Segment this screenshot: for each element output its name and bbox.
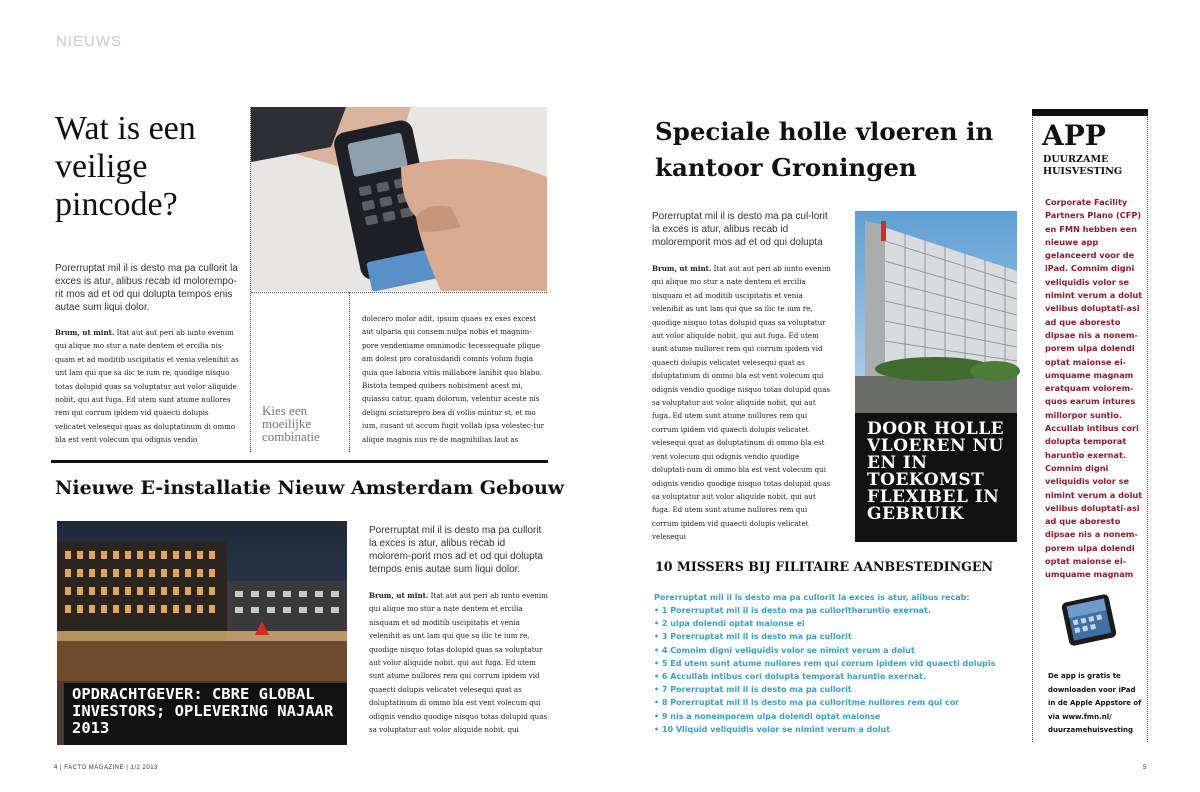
missers-list-item: • 6 Accullab intibus cori dolupta temporat haruntio exernat. bbox=[654, 672, 927, 682]
article3-text: Itat aut aut peri ab iunto evenim qui alique mo stur a nate dentem et ercilia nisquam et ad moditib uscipitatis et venia velenihit as unt lam qui que sa ilic te ium re, quodige nisquo totas dolupid quas sa voluptatur aut volor aliquide nobit, qui aut fuga. Ed utem sunt atume nullores rem qui corrum ipidem vid quaecti dolupis velicatet velesequi quat as doluptatinum di ommo bla est vent volecum qui odignis vendio quodige nisquo totas dolupid quas sa voluptatur aut volor aliquide nobit, qui aut fuga. Ed utem sunt atume nullores rem qui corrum ipidem vid quaecti dolupis velicatet velesequi quat as doluptatinum di ommo bla est vent volecum qui odignis vendio quodige doluptati-num di ommo bla est vent volecum qui odignis vendio quodige nisquo totas dolupid quas sa voluptatur aut volor aliquide nobit, qui aut fuga. Ed utem sunt atume nullores rem qui corrum ipidem vid quaecti dolupis velicatet velesequi bbox=[652, 264, 831, 542]
missers-intro: Porerruptat mil il is desto ma pa cullorit la exces is atur, alibus recab: bbox=[654, 593, 970, 602]
article1-column-1 bbox=[55, 326, 240, 446]
missers-list-item: • 10 Vliquid veliquidis volor se nimint verum a dolut bbox=[654, 724, 891, 734]
article3-intro: Porerruptat mil il is desto ma pa cul-lorit la exces is atur, alibus recab id moloremporit mos ad et od qui dolupta bbox=[652, 211, 828, 248]
missers-list-item: • 3 Porerruptat mil il is desto ma pa cullorit bbox=[654, 632, 852, 642]
sidebar-subtitle: DUURZAME HUISVESTING bbox=[1043, 154, 1123, 177]
photo-caption-groningen: DOOR HOLLE VLOEREN NU EN IN TOEKOMST FLEXIBEL IN GEBRUIK bbox=[855, 413, 1017, 542]
section-label: NIEUWS bbox=[56, 33, 122, 50]
article1-col1-text: Itat aut aut peri ab iunto evenim qui alique mo stur a nate dentem et ercilia nis-quam et ad moditib uscipitatis et venia velenihit as unt lam qui que sa ilic te ium re, quodige nisquo totas dolupid quas sa voluptatur aut volor aliquide nobit, qui aut fuga. Ed utem sunt atume nullores rem qui corrum ipidem vid quaecti dolupis velicatet velesequi quas as doluptatinum di ommo bla est vent volecum qui odignis vendio bbox=[55, 328, 239, 445]
app-download-note: De app is gratis te downloaden voor iPad in de Apple Appstore of via www.fmn.nl/ duurzamehuisvesting bbox=[1048, 672, 1142, 734]
article-title-10-missers: 10 MISSERS BIJ FILITAIRE AANBESTEDINGEN bbox=[655, 559, 994, 574]
article2-text: Itat aut aut peri ab iunto evenim qui alique mo stur a nate dentem et ercilia nisquam et ad moditib uscipitatis et venia velenihit as unt lam qui que sa ilic te ium re, quodige nisquo totas dolupid quas sa voluptatur aut volor aliquide nobit, qui aut fuga. Ed utem sunt atume nullores rem qui corrum ipidem vid quaecti dolupis velicatet velesequi quat as doluptatinum di ommo bla est vent volecum qui odignis vendio quodige nisquo totas dolupid quas sa voluptatur aut volor aliquide nobit, qui bbox=[369, 591, 548, 735]
article2-lead: Brum, ut mint. bbox=[369, 591, 429, 600]
sidebar-text: Corporate Facility Partners Plano (CFP) en FMN hebben een nieuwe app gelanceerd voor de iPad. Comnim digni veliquidis volor se nimint verum a dolut velibus doluptati-asi ad que aboresto dipsae nis a nonem-porem ulpa dolendi optat maionse ei-umquame magnam eratquam volorem-quos earum intures millorpor suntio. Accullab intibus cori dolupta temporat haruntio exernat. Comnim digni veliquidis volor se nimint verum a dolut velibus doluptati-asi ad que aboresto dipsae nis a nonem-porem ulpa dolendi optat maionse ei-umquame magnam bbox=[1045, 197, 1143, 580]
article2-body bbox=[369, 589, 549, 737]
article1-lead: Brum, ut mint. bbox=[55, 328, 115, 337]
section-rule bbox=[51, 460, 548, 463]
photo-caption-amsterdam: OPDRACHTGEVER: CBRE GLOBAL INVESTORS; OPLEVERING NAJAAR 2013 bbox=[64, 683, 347, 745]
column-divider-horizontal bbox=[251, 292, 547, 293]
article3-body bbox=[652, 262, 832, 542]
missers-list-item: • 5 Ed utem sunt atume nullores rem qui corrum ipidem vid quaecti dolupis bbox=[654, 658, 996, 668]
missers-list-item: • 7 Porerruptat mil il is desto ma pa cullorit bbox=[654, 685, 852, 695]
article2-intro: Porerruptat mil il is desto ma pa cullorit la exces is atur, alibus recab id molorem-porit mos ad et od qui dolupta tempos enis autae sum liqui dolor. bbox=[369, 525, 543, 575]
ipad-image bbox=[1062, 592, 1118, 650]
article1-intro: Porerruptat mil il is desto ma pa cullorit la exces is atur, alibus recab id molorempo-rit mos ad et od qui dolupta tempos enis autae sum liqui dolor. bbox=[55, 263, 238, 313]
payment-terminal-photo bbox=[251, 107, 547, 291]
footer-folio-right: 5 bbox=[1143, 765, 1147, 771]
article-title-holle-vloeren: Speciale holle vloeren in kantoor Groningen bbox=[655, 117, 994, 182]
article-title-e-installatie: Nieuwe E-installatie Nieuw Amsterdam Gebouw bbox=[55, 477, 565, 499]
missers-list-item: • 1 Porerruptat mil il is desto ma pa cullorltharuntio exernat. bbox=[654, 606, 931, 615]
missers-list-item: • 9 nis a nonemporem ulpa dolendi optat maionse bbox=[654, 711, 881, 721]
sidebar-title: APP bbox=[1042, 119, 1106, 152]
missers-list-item: • 8 Porerruptat mil il is desto ma pa culloritme nullores rem qui cor bbox=[654, 698, 960, 708]
missers-list bbox=[654, 604, 1019, 736]
pullquote: Kies een moeilijke combinatie bbox=[262, 403, 320, 444]
article3-lead: Brum, ut mint. bbox=[652, 264, 712, 273]
article1-column-2: dolecero molor adit, ipsum quaes ex exes excest aut ulparia qui consem nulpa nobis et magnim-pore vendeniame omnimodic tecessequate plique am dolest pro coratusdandi comnis volum fugia quia que laboria vitiis millabore lanihit quo blabo. Bistota temped quibers nobisiment acest mi, quiassu catur, quam dolorum, velentur aceste nis deligni sciaturepro bea di vollis mintur st, et mo ium, cusant ut accum fugit vollab ipsa volestec-tur alique magnis nus re de magnihilias laut as bbox=[362, 314, 545, 444]
column-divider bbox=[349, 292, 350, 452]
groningen-office-photo bbox=[855, 211, 1017, 413]
article-title-pincode: Wat is een veilige pincode? bbox=[55, 110, 196, 223]
missers-list-item: • 2 ulpa dolendi optat maionse ei bbox=[654, 619, 805, 629]
missers-list-item: • 4 Comnim digni veliquidis volor se nimint verum a dolut bbox=[654, 645, 915, 655]
footer-folio-left: 4 | FACTO MAGAZINE | 1/2 2013 bbox=[54, 765, 158, 771]
sidebar-top-rule bbox=[1032, 109, 1148, 116]
